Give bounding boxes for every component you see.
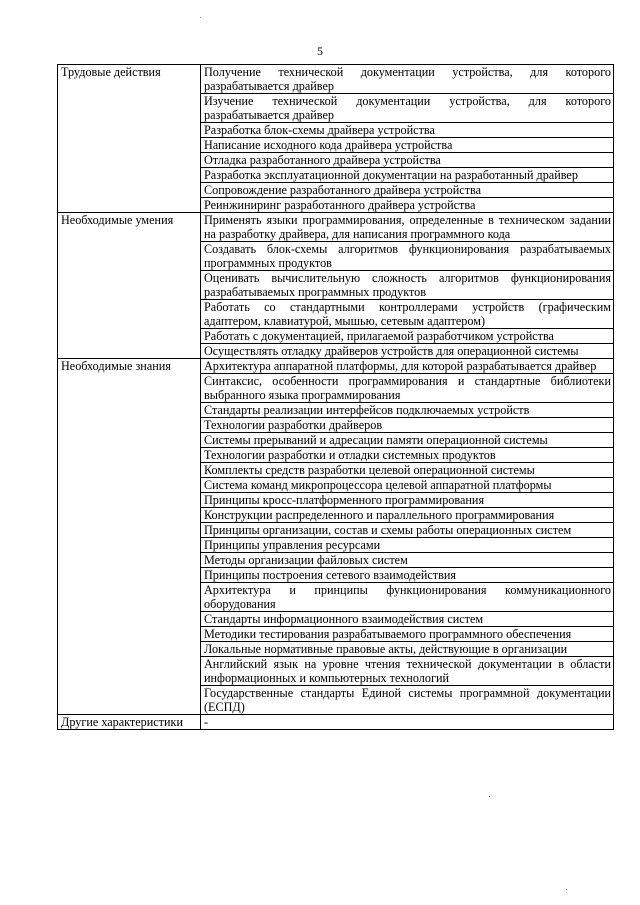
table-row — [58, 715, 614, 730]
section-item: Стандарты реализации интерфейсов подключаемых устройств — [201, 403, 614, 418]
section-item: Сопровождение разработанного драйвера устройства — [201, 183, 614, 198]
section-item: Написание исходного кода драйвера устройства — [201, 138, 614, 153]
section-title: Необходимые знания — [58, 359, 201, 715]
table-row — [58, 65, 614, 94]
section-item: Разработка блок-схемы драйвера устройства — [201, 123, 614, 138]
section-item: Стандарты информационного взаимодействия систем — [201, 612, 614, 627]
section-item: Системы прерываний и адресации памяти операционной системы — [201, 433, 614, 448]
scan-speck — [200, 17, 201, 18]
section-item: Локальные нормативные правовые акты, действующие в организации — [201, 642, 614, 657]
section-item: Создавать блок-схемы алгоритмов функционирования разрабатываемых программных продуктов — [201, 242, 614, 271]
section-item: Отладка разработанного драйвера устройства — [201, 153, 614, 168]
section-item: Методы организации файловых систем — [201, 553, 614, 568]
section-item: Принципы организации, состав и схемы работы операционных систем — [201, 523, 614, 538]
section-item: Работать с документацией, прилагаемой разработчиком устройства — [201, 329, 614, 344]
section-item: - — [201, 715, 614, 730]
section-item: Принципы построения сетевого взаимодействия — [201, 568, 614, 583]
section-item: Осуществлять отладку драйверов устройств для операционной системы — [201, 344, 614, 359]
section-item: Архитектура и принципы функционирования коммуникационного оборудования — [201, 583, 614, 612]
competency-table-body — [58, 65, 614, 730]
section-item: Оценивать вычислительную сложность алгоритмов функционирования разрабатываемых программных продуктов — [201, 271, 614, 300]
section-title: Необходимые умения — [58, 213, 201, 359]
table-row — [58, 213, 614, 242]
section-item: Изучение технической документации устройства, для которого разрабатывается драйвер — [201, 94, 614, 123]
section-item: Разработка эксплуатационной документации на разработанный драйвер — [201, 168, 614, 183]
page-number: 5 — [317, 44, 323, 58]
section-item: Комплекты средств разработки целевой операционной системы — [201, 463, 614, 478]
section-item: Государственные стандарты Единой системы программной документации (ЕСПД) — [201, 686, 614, 715]
section-item: Синтаксис, особенности программирования и стандартные библиотеки выбранного языка программирования — [201, 374, 614, 403]
section-item: Английский язык на уровне чтения технической документации в области информационных и компьютерных технологий — [201, 657, 614, 686]
scan-speck — [489, 796, 490, 797]
section-item: Технологии разработки и отладки системных продуктов — [201, 448, 614, 463]
section-item: Система команд микропроцессора целевой аппаратной платформы — [201, 478, 614, 493]
competency-table — [57, 64, 614, 730]
section-item: Архитектура аппаратной платформы, для которой разрабатывается драйвер — [201, 359, 614, 374]
section-item: Применять языки программирования, определенные в техническом задании на разработку драйвера, для написания программного кода — [201, 213, 614, 242]
section-title: Другие характеристики — [58, 715, 201, 730]
section-item: Конструкции распределенного и параллельного программирования — [201, 508, 614, 523]
table-row — [58, 359, 614, 374]
section-title: Трудовые действия — [58, 65, 201, 213]
section-item: Методики тестирования разрабатываемого программного обеспечения — [201, 627, 614, 642]
section-item: Реинжиниринг разработанного драйвера устройства — [201, 198, 614, 213]
section-item: Принципы кросс-платформенного программирования — [201, 493, 614, 508]
section-item: Работать со стандартными контроллерами устройств (графическим адаптером, клавиатурой, мышью, сетевым адаптером) — [201, 300, 614, 329]
section-item: Принципы управления ресурсами — [201, 538, 614, 553]
section-item: Получение технической документации устройства, для которого разрабатывается драйвер — [201, 65, 614, 94]
scan-speck — [566, 889, 567, 890]
section-item: Технологии разработки драйверов — [201, 418, 614, 433]
